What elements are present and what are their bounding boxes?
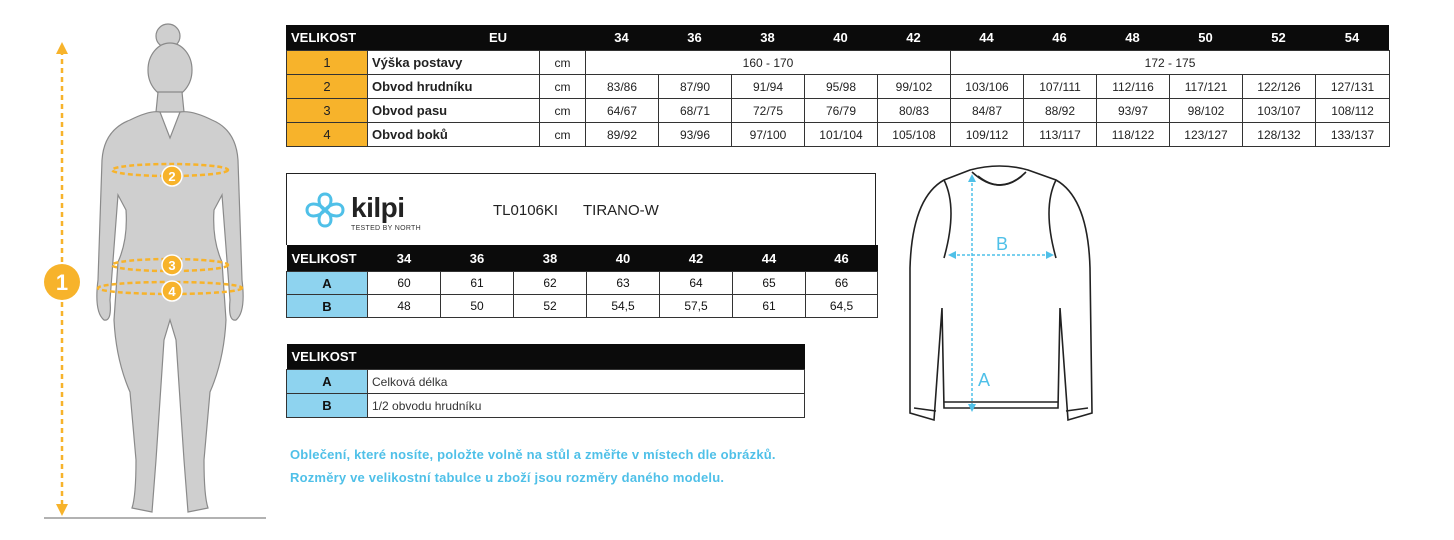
cell: 123/127 <box>1170 123 1243 147</box>
cell: 122/126 <box>1243 75 1316 99</box>
body-measurement-figure <box>0 0 280 540</box>
cell: 101/104 <box>805 123 878 147</box>
row-label: Obvod boků <box>368 123 540 147</box>
badge-3 <box>162 255 182 275</box>
size-col: 50 <box>1169 25 1242 50</box>
svg-text:1: 1 <box>55 270 69 295</box>
cell: 88/92 <box>1024 99 1097 123</box>
cell: 118/122 <box>1097 123 1170 147</box>
cell: 65 <box>733 272 806 295</box>
table-row <box>287 295 878 318</box>
cell: 107/111 <box>1024 75 1097 99</box>
cell: 76/79 <box>805 99 878 123</box>
size-col: 42 <box>660 245 733 272</box>
product-table-header-label: VELIKOST <box>287 245 368 272</box>
row-unit: cm <box>540 99 586 123</box>
row-key: A <box>287 272 368 295</box>
row-number: 1 <box>287 51 368 75</box>
cell: 113/117 <box>1024 123 1097 147</box>
table-row <box>287 99 1390 123</box>
row-label: Výška postavy <box>368 51 540 75</box>
cell: 93/96 <box>659 123 732 147</box>
size-col: 46 <box>806 245 878 272</box>
cell: 50 <box>441 295 514 318</box>
product-box <box>286 173 876 245</box>
row-unit: cm <box>540 75 586 99</box>
cell: 64,5 <box>806 295 878 318</box>
row-description: 1/2 obvodu hrudníku <box>368 394 805 418</box>
measure-a-label: A <box>978 370 991 390</box>
svg-text:3: 3 <box>168 258 176 273</box>
row-number: 4 <box>287 123 368 147</box>
size-col: 40 <box>804 25 877 50</box>
cell: 127/131 <box>1316 75 1390 99</box>
badge-1 <box>44 264 80 300</box>
cell: 128/132 <box>1243 123 1316 147</box>
cell: 52 <box>514 295 587 318</box>
size-col: 34 <box>368 245 441 272</box>
size-table-body <box>286 50 1390 147</box>
cell: 57,5 <box>660 295 733 318</box>
row-unit: cm <box>540 123 586 147</box>
brand-name: kilpi <box>351 192 405 223</box>
cell: 112/116 <box>1097 75 1170 99</box>
legend-table-header-label: VELIKOST <box>287 344 805 370</box>
cell: 99/102 <box>878 75 951 99</box>
cell: 60 <box>368 272 441 295</box>
badge-2 <box>162 166 182 186</box>
product-code: TL0106KI <box>493 202 559 219</box>
cell: 66 <box>806 272 878 295</box>
instruction-note: Rozměry ve velikostní tabulce u zboží jsou rozměry daného modelu. <box>290 470 725 485</box>
cell: 93/97 <box>1097 99 1170 123</box>
height-arrow-top <box>56 42 68 54</box>
legend-table <box>286 344 805 418</box>
row-label: Obvod pasu <box>368 99 540 123</box>
cell: 117/121 <box>1170 75 1243 99</box>
cell: 68/71 <box>659 99 732 123</box>
row-number: 2 <box>287 75 368 99</box>
cell: 84/87 <box>951 99 1024 123</box>
cell: 91/94 <box>732 75 805 99</box>
row-label: Obvod hrudníku <box>368 75 540 99</box>
size-col: 38 <box>731 25 804 50</box>
cell: 64 <box>660 272 733 295</box>
cell: 80/83 <box>878 99 951 123</box>
instruction-note: Oblečení, které nosíte, položte volně na stůl a změřte v místech dle obrázků. <box>290 447 776 462</box>
cell: 98/102 <box>1170 99 1243 123</box>
size-col: 36 <box>441 245 514 272</box>
cell: 103/107 <box>1243 99 1316 123</box>
cell: 108/112 <box>1316 99 1390 123</box>
legend-table-header <box>287 344 805 370</box>
table-row <box>287 394 805 418</box>
cell: 95/98 <box>805 75 878 99</box>
svg-text:2: 2 <box>168 169 176 184</box>
cell: 97/100 <box>732 123 805 147</box>
shirt-diagram <box>900 158 1100 433</box>
shirt-outline <box>910 166 1092 420</box>
cell: 61 <box>441 272 514 295</box>
cell: 89/92 <box>586 123 659 147</box>
cell: 83/86 <box>586 75 659 99</box>
cell: 54,5 <box>587 295 660 318</box>
product-table-header <box>287 245 878 272</box>
table-row <box>287 272 878 295</box>
cell: 62 <box>514 272 587 295</box>
size-col: 34 <box>585 25 658 50</box>
badge-4 <box>162 281 182 301</box>
table-row <box>287 123 1390 147</box>
product-size-table <box>286 245 878 318</box>
cell: 109/112 <box>951 123 1024 147</box>
cell: 87/90 <box>659 75 732 99</box>
svg-text:4: 4 <box>168 284 176 299</box>
size-col: 40 <box>587 245 660 272</box>
height-arrow-bottom <box>56 504 68 516</box>
size-col: 54 <box>1315 25 1389 50</box>
row-unit: cm <box>540 51 586 75</box>
size-col: 44 <box>950 25 1023 50</box>
table-row <box>287 75 1390 99</box>
kilpi-logo-icon <box>303 190 347 230</box>
size-col: 44 <box>733 245 806 272</box>
cell: 48 <box>368 295 441 318</box>
measure-b-label: B <box>996 234 1009 254</box>
size-table-header-label: VELIKOST EU <box>286 25 585 50</box>
cell: 61 <box>733 295 806 318</box>
table-row <box>287 51 1390 75</box>
row-key: A <box>287 370 368 394</box>
table-row <box>287 370 805 394</box>
cell: 64/67 <box>586 99 659 123</box>
height-range: 172 - 175 <box>951 51 1390 75</box>
cell: 72/75 <box>732 99 805 123</box>
size-table <box>286 25 1389 50</box>
row-description: Celková délka <box>368 370 805 394</box>
height-range: 160 - 170 <box>586 51 951 75</box>
brand-tagline: TESTED BY NORTH <box>351 225 421 232</box>
size-col: 52 <box>1242 25 1315 50</box>
cell: 63 <box>587 272 660 295</box>
row-number: 3 <box>287 99 368 123</box>
row-key: B <box>287 295 368 318</box>
size-col: 38 <box>514 245 587 272</box>
row-key: B <box>287 394 368 418</box>
cell: 103/106 <box>951 75 1024 99</box>
size-col: 46 <box>1023 25 1096 50</box>
cell: 133/137 <box>1316 123 1390 147</box>
product-name: TIRANO-W <box>583 202 659 219</box>
size-col: 42 <box>877 25 950 50</box>
cell: 105/108 <box>878 123 951 147</box>
size-table-header <box>286 25 1389 50</box>
size-col: 36 <box>658 25 731 50</box>
size-col: 48 <box>1096 25 1169 50</box>
